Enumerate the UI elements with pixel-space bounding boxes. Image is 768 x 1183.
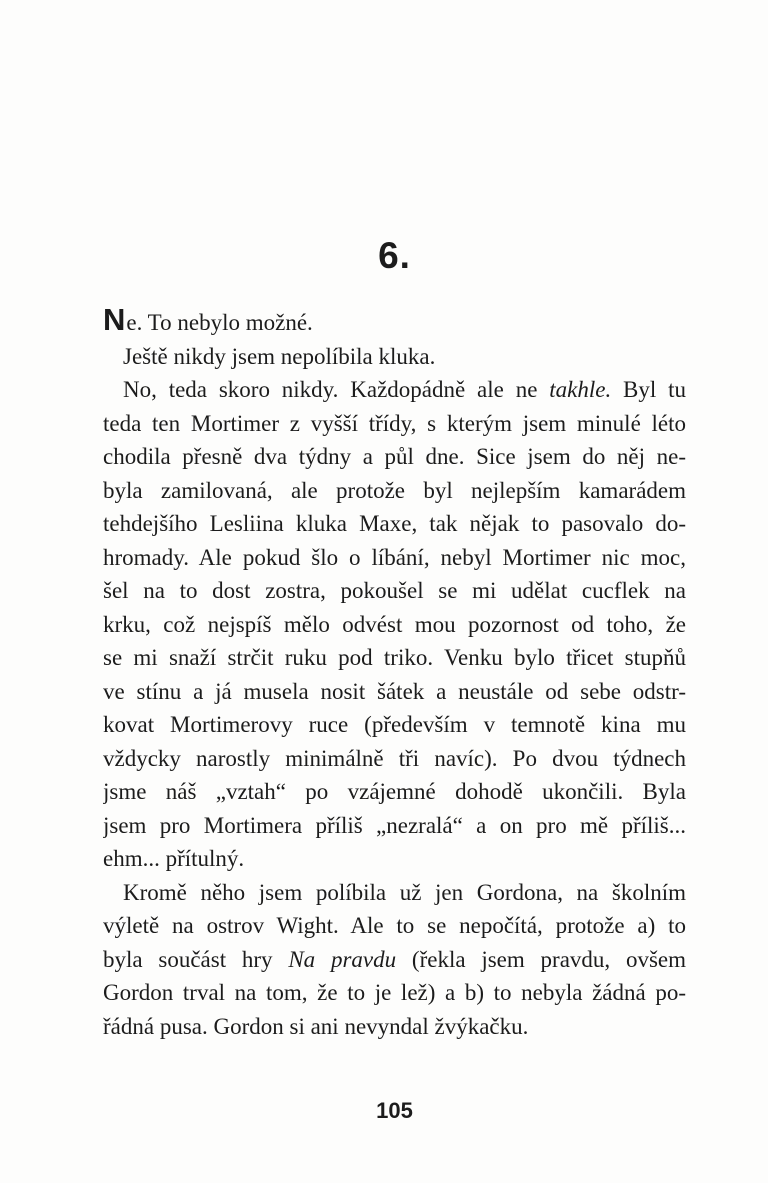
text-line xyxy=(103,742,686,776)
text-line xyxy=(103,809,686,843)
text-line xyxy=(103,407,686,441)
text-segment-italic: Na pravdu xyxy=(288,946,397,972)
text-segment: se mi snaží strčit ruku pod triko. Venku bylo třicet stupňů xyxy=(103,645,686,670)
text-line xyxy=(103,675,686,709)
text-line xyxy=(103,474,686,508)
text-segment: krku, což nejspíš mělo odvést mou pozornost od toho, že xyxy=(103,611,686,637)
text-segment: e. To nebylo možné. xyxy=(126,310,313,335)
text-segment: byla součást hry xyxy=(103,946,289,972)
text-segment: šel na to dost zostra, pokoušel se mi udělat cucflek na xyxy=(103,578,686,603)
text-line xyxy=(103,876,686,910)
text-segment: tehdejšího Lesliina kluka Maxe, tak nějak to pasovalo do- xyxy=(103,511,686,536)
text-line xyxy=(103,641,686,675)
text-segment: jsme náš „vztah“ po vzájemné dohodě ukončili. Byla xyxy=(103,779,686,804)
text-segment-italic: takhle. xyxy=(549,377,612,402)
text-segment: byla zamilovaná, ale protože byl nejlepším kamarádem xyxy=(103,477,686,503)
text-segment: teda ten Mortimer z vyšší třídy, s kterým jsem minulé léto xyxy=(103,410,686,436)
text-segment: chodila přesně dva týdny a půl dne. Sice jsem do něj ne- xyxy=(103,444,686,469)
text-line xyxy=(103,373,686,407)
text-line xyxy=(103,574,686,608)
text-line xyxy=(103,440,686,474)
text-line xyxy=(103,775,686,809)
text-line xyxy=(103,842,686,876)
text-line xyxy=(103,943,686,977)
text-line xyxy=(103,708,686,742)
text-segment: ehm... přítulný. xyxy=(103,846,245,871)
text-segment: Kromě něho jsem políbila už jen Gordona, na školním xyxy=(123,879,686,905)
text-segment: řádná pusa. Gordon si ani nevyndal žvýkačku. xyxy=(103,1013,529,1039)
text-line xyxy=(103,608,686,642)
text-line xyxy=(103,541,686,575)
text-block xyxy=(103,306,686,1043)
text-line xyxy=(103,909,686,943)
text-line xyxy=(103,340,686,374)
text-segment: vždycky narostly minimálně tři navíc). Po dvou týdnech xyxy=(103,745,686,771)
text-segment: jsem pro Mortimera příliš „nezralá“ a on pro mě příliš... xyxy=(103,812,686,838)
text-segment: výletě na ostrov Wight. Ale to se nepočítá, protože a) to xyxy=(103,913,686,938)
page-number: 105 xyxy=(376,1098,413,1123)
text-line xyxy=(103,976,686,1010)
text-segment: Byl tu xyxy=(611,377,686,402)
text-segment: ve stínu a já musela nosit šátek a neustále od sebe odstr- xyxy=(103,678,686,704)
text-segment: Ještě nikdy jsem nepolíbila kluka. xyxy=(123,343,436,369)
text-segment: hromady. Ale pokud šlo o líbání, nebyl Mortimer nic moc, xyxy=(103,544,686,570)
text-segment: No, teda skoro nikdy. Každopádně ale ne xyxy=(123,377,550,402)
text-segment: (řekla jsem pravdu, ovšem xyxy=(396,946,686,972)
chapter-heading: 6. xyxy=(378,235,411,276)
text-line xyxy=(103,507,686,541)
text-line xyxy=(103,306,686,340)
dropcap-letter: N xyxy=(103,306,126,337)
text-line xyxy=(103,1010,686,1044)
text-segment: kovat Mortimerovy ruce (především v temnotě kina mu xyxy=(103,712,686,737)
text-segment: Gordon trval na tom, že to je lež) a b) to nebyla žádná po- xyxy=(103,980,686,1005)
